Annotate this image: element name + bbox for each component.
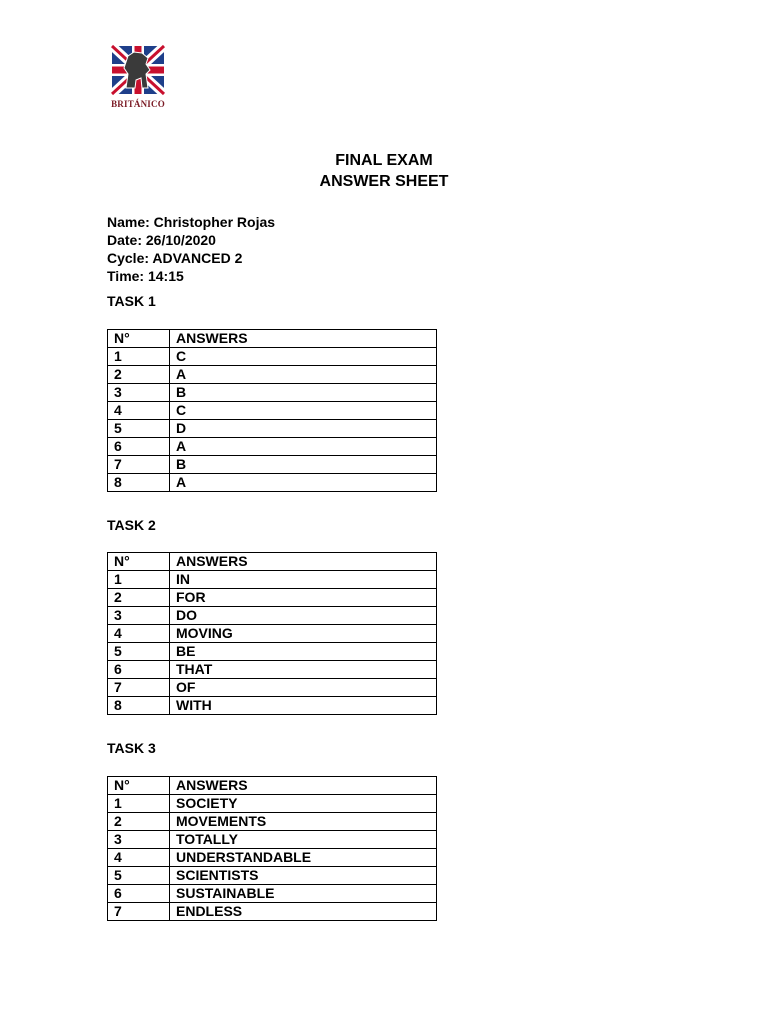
logo-text: BRITÁNICO	[111, 99, 165, 109]
answers-table	[107, 552, 437, 715]
answer-cell: C	[170, 402, 437, 420]
table-row	[108, 456, 437, 474]
table-header-row	[108, 777, 437, 795]
table-row	[108, 831, 437, 849]
exam-date: Date: 26/10/2020	[107, 232, 216, 248]
table-header-row	[108, 553, 437, 571]
table-row	[108, 849, 437, 867]
question-number: 1	[108, 571, 170, 589]
answers-table	[107, 329, 437, 492]
answer-cell: UNDERSTANDABLE	[170, 849, 437, 867]
question-number: 5	[108, 867, 170, 885]
answer-cell: SCIENTISTS	[170, 867, 437, 885]
answer-cell: A	[170, 366, 437, 384]
answer-cell: C	[170, 348, 437, 366]
header-answers: ANSWERS	[170, 553, 437, 571]
table-row	[108, 903, 437, 921]
table-row	[108, 474, 437, 492]
table-row	[108, 625, 437, 643]
table-row	[108, 366, 437, 384]
answer-cell: MOVEMENTS	[170, 813, 437, 831]
question-number: 8	[108, 697, 170, 715]
question-number: 2	[108, 366, 170, 384]
header-number: N°	[108, 553, 170, 571]
answer-cell: IN	[170, 571, 437, 589]
question-number: 5	[108, 643, 170, 661]
answer-cell: TOTALLY	[170, 831, 437, 849]
table-row	[108, 867, 437, 885]
table-row	[108, 679, 437, 697]
answer-cell: SUSTAINABLE	[170, 885, 437, 903]
header-number: N°	[108, 777, 170, 795]
table-row	[108, 795, 437, 813]
britanico-logo	[108, 44, 168, 114]
answer-cell: A	[170, 438, 437, 456]
question-number: 7	[108, 903, 170, 921]
student-info	[107, 213, 275, 285]
table-row	[108, 643, 437, 661]
table-row	[108, 438, 437, 456]
answer-cell: WITH	[170, 697, 437, 715]
question-number: 3	[108, 607, 170, 625]
union-jack-lion-icon	[108, 44, 168, 96]
student-name: Name: Christopher Rojas	[107, 214, 276, 230]
question-number: 3	[108, 384, 170, 402]
question-number: 4	[108, 402, 170, 420]
question-number: 7	[108, 679, 170, 697]
answer-cell: B	[170, 456, 437, 474]
table-row	[108, 607, 437, 625]
answer-cell: ENDLESS	[170, 903, 437, 921]
title-answer-sheet: ANSWER SHEET	[319, 173, 449, 190]
question-number: 6	[108, 438, 170, 456]
question-number: 7	[108, 456, 170, 474]
question-number: 8	[108, 474, 170, 492]
question-number: 2	[108, 813, 170, 831]
table-header-row	[108, 330, 437, 348]
answer-cell: SOCIETY	[170, 795, 437, 813]
table-row	[108, 420, 437, 438]
question-number: 2	[108, 589, 170, 607]
task-label: TASK 3	[107, 740, 156, 756]
table-row	[108, 661, 437, 679]
answer-cell: BE	[170, 643, 437, 661]
table-row	[108, 885, 437, 903]
answers-table	[107, 776, 437, 921]
table-row	[108, 571, 437, 589]
task-label: TASK 2	[107, 517, 156, 533]
table-row	[108, 384, 437, 402]
question-number: 6	[108, 661, 170, 679]
question-number: 5	[108, 420, 170, 438]
question-number: 4	[108, 849, 170, 867]
question-number: 4	[108, 625, 170, 643]
answer-cell: FOR	[170, 589, 437, 607]
header-answers: ANSWERS	[170, 330, 437, 348]
table-row	[108, 589, 437, 607]
question-number: 3	[108, 831, 170, 849]
answer-cell: MOVING	[170, 625, 437, 643]
task-label: TASK 1	[107, 293, 156, 309]
table-row	[108, 813, 437, 831]
question-number: 1	[108, 795, 170, 813]
answer-cell: DO	[170, 607, 437, 625]
answer-cell: B	[170, 384, 437, 402]
exam-time: Time: 14:15	[107, 268, 184, 284]
table-row	[108, 697, 437, 715]
table-row	[108, 348, 437, 366]
header-answers: ANSWERS	[170, 777, 437, 795]
answer-cell: THAT	[170, 661, 437, 679]
title-final-exam: FINAL EXAM	[335, 152, 433, 169]
answer-cell: D	[170, 420, 437, 438]
answer-cell: OF	[170, 679, 437, 697]
answer-cell: A	[170, 474, 437, 492]
question-number: 6	[108, 885, 170, 903]
exam-cycle: Cycle: ADVANCED 2	[107, 250, 243, 266]
table-row	[108, 402, 437, 420]
header-number: N°	[108, 330, 170, 348]
question-number: 1	[108, 348, 170, 366]
